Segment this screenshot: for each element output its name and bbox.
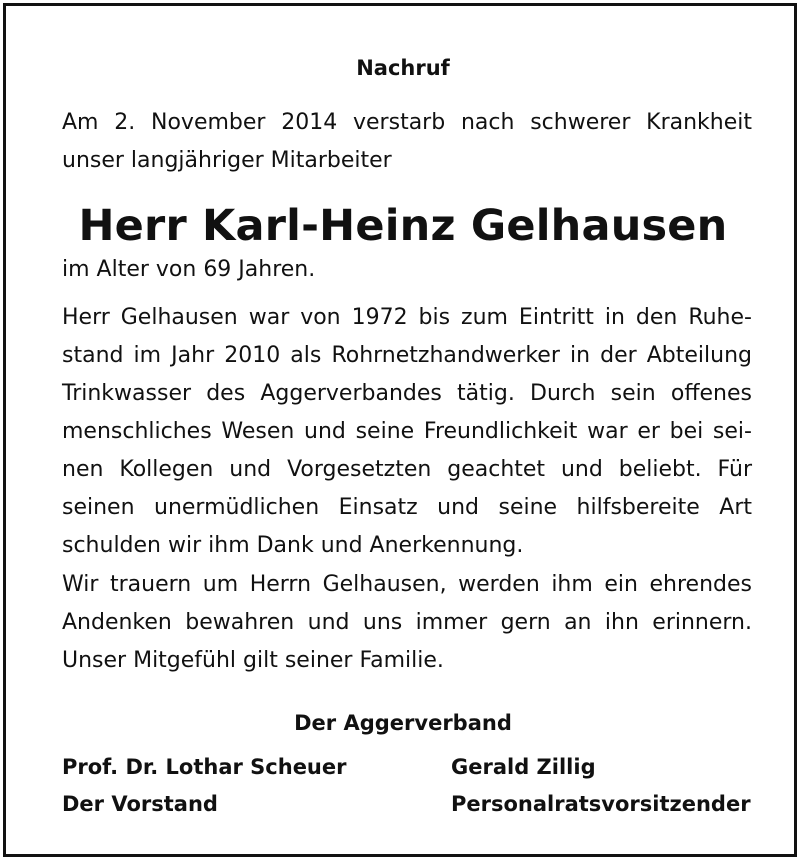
signatory-right-role: Personalratsvorsitzender bbox=[451, 792, 751, 816]
age-line: im Alter von 69 Jahren. bbox=[62, 257, 316, 282]
paragraph-mourning: Wir trauern um Herrn Gelhausen, werden ihm ein ehrendes Andenken bewahren und uns immer gern an ihn erinnern. Unser Mitgefühl gilt seiner Familie. bbox=[62, 572, 752, 673]
signatory-left-name: Prof. Dr. Lothar Scheuer bbox=[62, 755, 347, 779]
deceased-name: Herr Karl-Heinz Gelhausen bbox=[78, 201, 728, 251]
signatory-left bbox=[62, 749, 346, 823]
organization-name: Der Aggerverband bbox=[294, 711, 512, 735]
signatory-right bbox=[451, 749, 751, 823]
heading: Nachruf bbox=[356, 56, 450, 80]
obituary-frame bbox=[3, 3, 797, 857]
signatory-left-role: Der Vorstand bbox=[62, 792, 218, 816]
intro-text: Am 2. November 2014 verstarb nach schwerer Krankheit unser langjähriger Mitarbeiter bbox=[62, 110, 752, 173]
signatory-right-name: Gerald Zillig bbox=[451, 755, 596, 779]
paragraph-career: Herr Gelhausen war von 1972 bis zum Eintritt in den Ruhestand im Jahr 2010 als Rohrnetzhandwerker in der Abteilung Trinkwasser des Aggerverbandes tätig. Durch sein offenes menschliches Wesen und seine Freundlichkeit war er bei seinen Kollegen und Vorgesetzten geachtet und beliebt. Für seinen unermüdlichen Einsatz und seine hilfsbereite Art schulden wir ihm Dank und Anerkennung. bbox=[62, 305, 752, 558]
